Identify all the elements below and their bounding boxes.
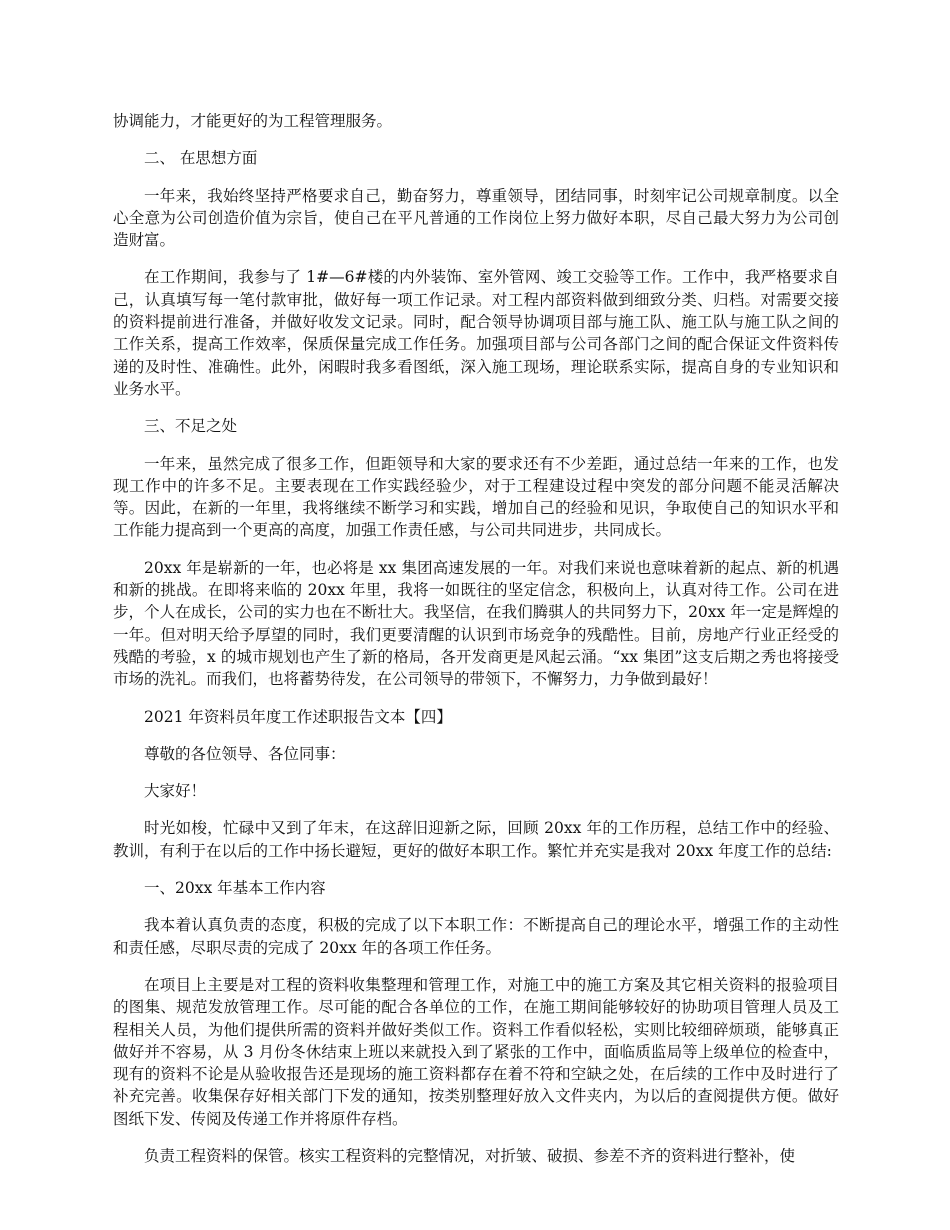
greeting: 大家好！ bbox=[144, 782, 207, 801]
paragraph: 在工作期间，我参与了 1#—6#楼的内外装饰、室外管网、竣工交验等工作。工作中，我严格要求自己，认真填写每一笔付款审批，做好每一项工作记录。对工程内部资料做到细致分类、归档。对需要交接的资料提前进行准备，并做好收发文记录。同时，配合领导协调项目部与施工队、施工队与施工队之间的工作关系，提高工作效率，保质保量完成工作任务。加强项目部与公司各部门之间的配合保证文件资料传递的及时性、准确性。此外，闲暇时我多看图纸，深入施工现场，理论联系实际，提高自身的专业知识和业务水平。 bbox=[113, 268, 839, 398]
paragraph: 时光如梭，忙碌中又到了年末，在这辞旧迎新之际，回顾 20xx 年的工作历程，总结工作中的经验、教训，有利于在以后的工作中扬长避短，更好的做好本职工作。繁忙并充实是我对 20xx 年度工作的总结: bbox=[113, 819, 839, 860]
document-page bbox=[113, 110, 839, 1182]
paragraph-continuation: 协调能力，才能更好的为工程管理服务。 bbox=[113, 112, 393, 130]
report-title: 2021 年资料员年度工作述职报告文本【四】 bbox=[144, 707, 452, 726]
paragraph: 我本着认真负责的态度，积极的完成了以下本职工作：不断提高自己的理论水平，增强工作的主动性和责任感，尽职尽责的完成了 20xx 年的各项工作任务。 bbox=[113, 916, 839, 957]
section-heading-ideology: 二、 在思想方面 bbox=[144, 149, 258, 168]
section-heading-basic-work: 一、20xx 年基本工作内容 bbox=[144, 879, 326, 898]
paragraph: 在项目上主要是对工程的资料收集整理和管理工作，对施工中的施工方案及其它相关资料的报验项目的图集、规范发放管理工作。尽可能的配合各单位的工作，在施工期间能够较好的协助项目管理人员及工程相关人员，为他们提供所需的资料并做好类似工作。资料工作看似轻松，实则比较细碎烦琐，能够真正做好并不容易，从 3 月份冬休结束上班以来就投入到了紧张的工作中，面临质监局等上级单位的检查中，现有的资料不论是从验收报告还是现场的施工资料都存在着不符和空缺之处，在后续的工作中及时进行了补充完善。收集保存好相关部门下发的通知，按类别整理好放入文件夹内，为以后的查阅提供方便。做好图纸下发、传阅及传递工作并将原件存档。 bbox=[113, 975, 839, 1128]
salutation: 尊敬的各位领导、各位同事： bbox=[144, 744, 346, 763]
paragraph: 负责工程资料的保管。核实工程资料的完整情况，对折皱、破损、参差不齐的资料进行整补，使 bbox=[144, 1146, 796, 1165]
paragraph: 一年来，虽然完成了很多工作，但距领导和大家的要求还有不少差距，通过总结一年来的工作，也发现工作中的许多不足。主要表现在工作实践经验少，对于工程建设过程中突发的部分问题不能灵活解决等。因此，在新的一年里，我将继续不断学习和实践，增加自己的经验和见识，争取使自己的知识水平和工作能力提高到一个更高的高度，加强工作责任感，与公司共同进步，共同成长。 bbox=[113, 454, 839, 540]
section-heading-shortcomings: 三、不足之处 bbox=[144, 417, 238, 436]
paragraph: 一年来，我始终坚持严格要求自己，勤奋努力，尊重领导，团结同事，时刻牢记公司规章制度。以全心全意为公司创造价值为宗旨，使自己在平凡普通的工作岗位上努力做好本职，尽自己最大努力为公司创造财富。 bbox=[113, 186, 839, 250]
paragraph: 20xx 年是崭新的一年，也必将是 xx 集团高速发展的一年。对我们来说也意味着新的起点、新的机遇和新的挑战。在即将来临的 20xx 年里，我将一如既往的坚定信念，积极向上，认真对待工作。公司在进步，个人在成长，公司的实力也在不断壮大。我坚信，在我们腾骐人的共同努力下，20xx 年一定是辉煌的一年。但对明天给予厚望的同时，我们更要清醒的认识到市场竞争的残酷性。目前，房地产行业正经受的残酷的考验，x 的城市规划也产生了新的格局，各开发商更是风起云涌。“xx 集团”这支后期之秀也将接受市场的洗礼。而我们，也将蓄势待发，在公司领导的带领下，不懈努力，力争做到最好！ bbox=[113, 558, 839, 689]
